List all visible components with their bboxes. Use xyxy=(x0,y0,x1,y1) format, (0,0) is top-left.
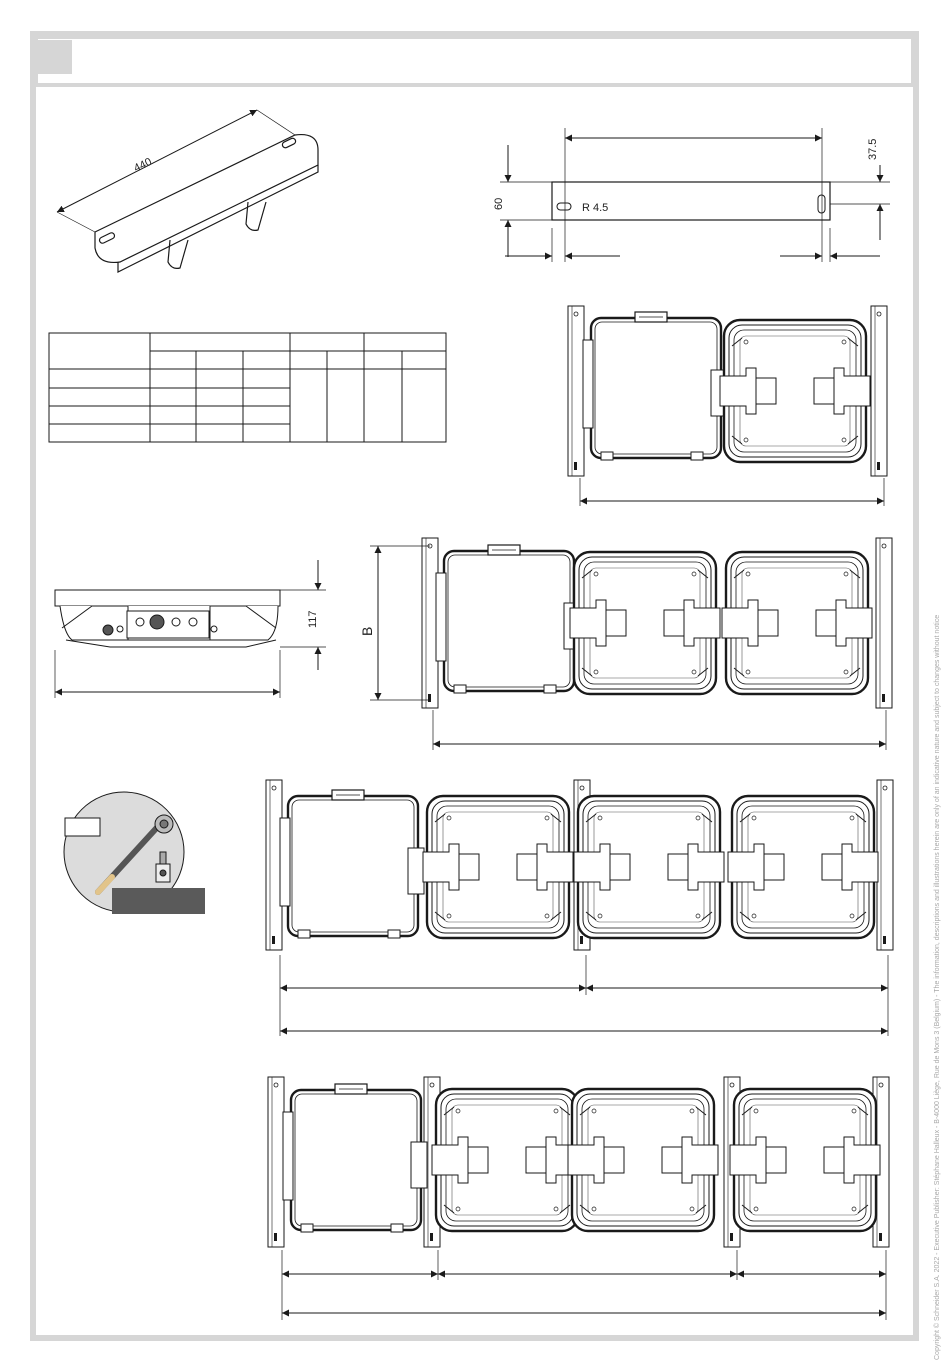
blank-label-icon xyxy=(65,818,100,836)
assembly-two-enclosures xyxy=(568,306,887,506)
side-height-label: 117 xyxy=(307,610,319,628)
bracket-height-label: 60 xyxy=(493,197,505,210)
copyright-notice: Copyright © Schneider S.A. 2022 - Executive Publisher: Stéphane Halleux - B-4000 Liège, Rue de Mons 3 (Belgium) - The information, descriptions and illustrations herein are only of an indicative nature and subject to changes without notice xyxy=(934,614,941,1360)
logo-block xyxy=(38,40,72,74)
dimension-table xyxy=(49,333,446,442)
assembly-four-enclosures-split xyxy=(268,1077,889,1320)
slot-offset-label: 37.5 xyxy=(867,138,879,160)
bracket-length-label: 440 xyxy=(132,155,154,175)
enclosure-height-label: B xyxy=(359,626,375,636)
tool-detail xyxy=(64,792,205,914)
bracket-front-view xyxy=(500,128,890,262)
assembly-three-enclosures xyxy=(370,538,892,750)
side-view-section xyxy=(55,560,326,698)
slot-radius-label: R 4.5 xyxy=(582,202,609,214)
bracket-isometric-view xyxy=(57,110,318,272)
assembly-four-enclosures xyxy=(266,780,893,1036)
dark-label-bar xyxy=(112,888,205,914)
